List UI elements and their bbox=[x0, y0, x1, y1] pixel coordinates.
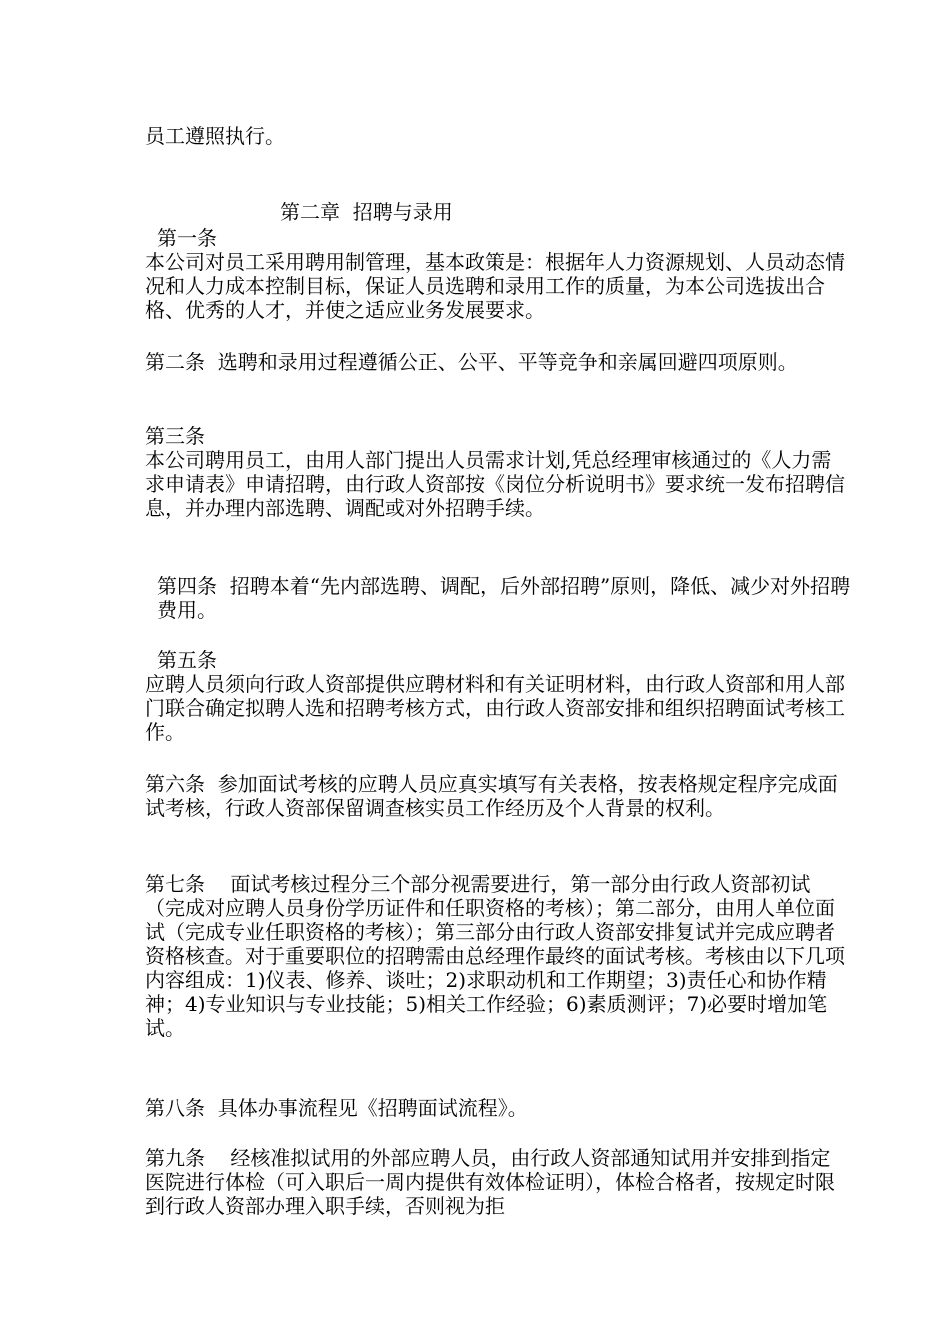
chapter-title: 第二章 招聘与录用 bbox=[280, 200, 453, 224]
article-1-body: 本公司对员工采用聘用制管理，基本政策是：根据年人力资源规划、人员动态情况和人力成本控制目标，保证人员选聘和录用工作的质量，为本公司选拔出合格、优秀的人才，并使之适应业务发展要求。 bbox=[145, 250, 845, 322]
article-2-body: 第二条 选聘和录用过程遵循公正、公平、平等竞争和亲属回避四项原则。 bbox=[145, 350, 798, 374]
article-5-body: 应聘人员须向行政人资部提供应聘材料和有关证明材料，由行政人资部和用人部门联合确定拟聘人选和招聘考核方式，由行政人资部安排和组织招聘面试考核工作。 bbox=[145, 672, 845, 744]
article-5-heading: 第五条 bbox=[157, 648, 217, 672]
article-6-body: 第六条 参加面试考核的应聘人员应真实填写有关表格，按表格规定程序完成面试考核，行政人资部保留调查核实员工作经历及个人背景的权利。 bbox=[145, 772, 838, 820]
article-3-heading: 第三条 bbox=[145, 424, 205, 448]
article-1-heading: 第一条 bbox=[157, 226, 217, 250]
article-3-body: 本公司聘用员工，由用人部门提出人员需求计划,凭总经理审核通过的《人力需求申请表》申请招聘，由行政人资部按《岗位分析说明书》要求统一发布招聘信息，并办理内部选聘、调配或对外招聘手续。 bbox=[145, 448, 845, 520]
article-8-body: 第八条 具体办事流程见《招聘面试流程》。 bbox=[145, 1096, 528, 1120]
article-9-body: 第九条 经核准拟试用的外部应聘人员，由行政人资部通知试用并安排到指定医院进行体检（可入职后一周内提供有效体检证明），体检合格者，按规定时限到行政人资部办理入职手续，否则视为拒 bbox=[145, 1146, 835, 1218]
article-4-body: 第四条 招聘本着“先内部选聘、调配，后外部招聘”原则，降低、减少对外招聘费用。 bbox=[157, 574, 851, 622]
intro-tail-text: 员工遵照执行。 bbox=[145, 124, 285, 148]
article-7-body: 第七条 面试考核过程分三个部分视需要进行，第一部分由行政人资部初试（完成对应聘人员身份学历证件和任职资格的考核）；第二部分，由用人单位面试（完成专业任职资格的考核）；第三部分由行政人资部安排复试并完成应聘者资格核查。对于重要职位的招聘需由总经理作最终的面试考核。考核由以下几项内容组成：1)仪表、修养、谈吐；2)求职动机和工作期望；3)责任心和协作精神；4)专业知识与专业技能；5)相关工作经验；6)素质测评；7)必要时增加笔试。 bbox=[145, 872, 845, 1040]
